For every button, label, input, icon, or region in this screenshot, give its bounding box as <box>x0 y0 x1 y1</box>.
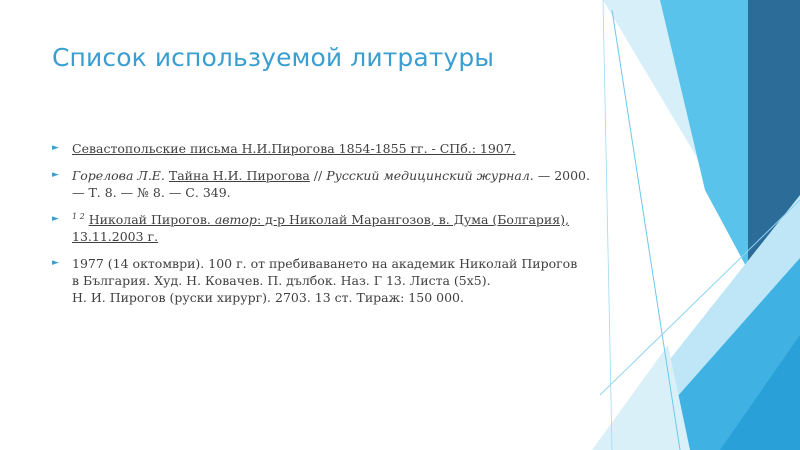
list-item <box>52 167 592 201</box>
page-title: Список используемой литратуры <box>52 43 495 72</box>
triangle-arrow-icon: ► <box>52 170 59 180</box>
facet-mid-top <box>660 0 748 270</box>
reference-list <box>52 140 592 316</box>
reference-details: — 2000. — Т. 8. — № 8. — С. 349. <box>72 168 590 200</box>
reference-author: Горелова Л.Е. <box>72 168 165 183</box>
reference-details: : д-р Николай Марангозов, в. Дума (Болгария), 13.11.2003 г. <box>72 212 569 244</box>
reference-text[interactable]: Севастопольские письма Н.И.Пирогова 1854-1855 гг. - СПб.: 1907. <box>72 141 516 156</box>
reference-line: 1977 (14 октомври). 100 г. от пребиваването на академик Николай Пирогов <box>72 256 578 271</box>
reference-name: Николай Пирогов. <box>88 212 211 227</box>
triangle-arrow-icon: ► <box>52 258 59 268</box>
triangle-arrow-icon: ► <box>52 143 59 153</box>
author-label: автор <box>214 212 257 227</box>
reference-link[interactable] <box>72 212 569 244</box>
separator: // <box>309 168 327 183</box>
reference-link[interactable]: Тайна Н.И. Пирогова <box>168 168 310 183</box>
facet-line-3 <box>603 0 612 450</box>
reference-line: Н. И. Пирогов (руски хирург). 2703. 13 ст. Тираж: 150 000. <box>72 290 464 305</box>
list-item <box>52 255 592 306</box>
reference-journal: Русский медицинский журнал. <box>326 168 534 183</box>
reference-line: в България. Худ. Н. Ковачев. П. дълбок. Наз. Г 13. Листа (5x5). <box>72 273 491 288</box>
list-item <box>52 140 592 157</box>
list-item <box>52 211 592 245</box>
triangle-arrow-icon: ► <box>52 214 59 224</box>
footnote-marks: 1 2 <box>72 211 85 221</box>
